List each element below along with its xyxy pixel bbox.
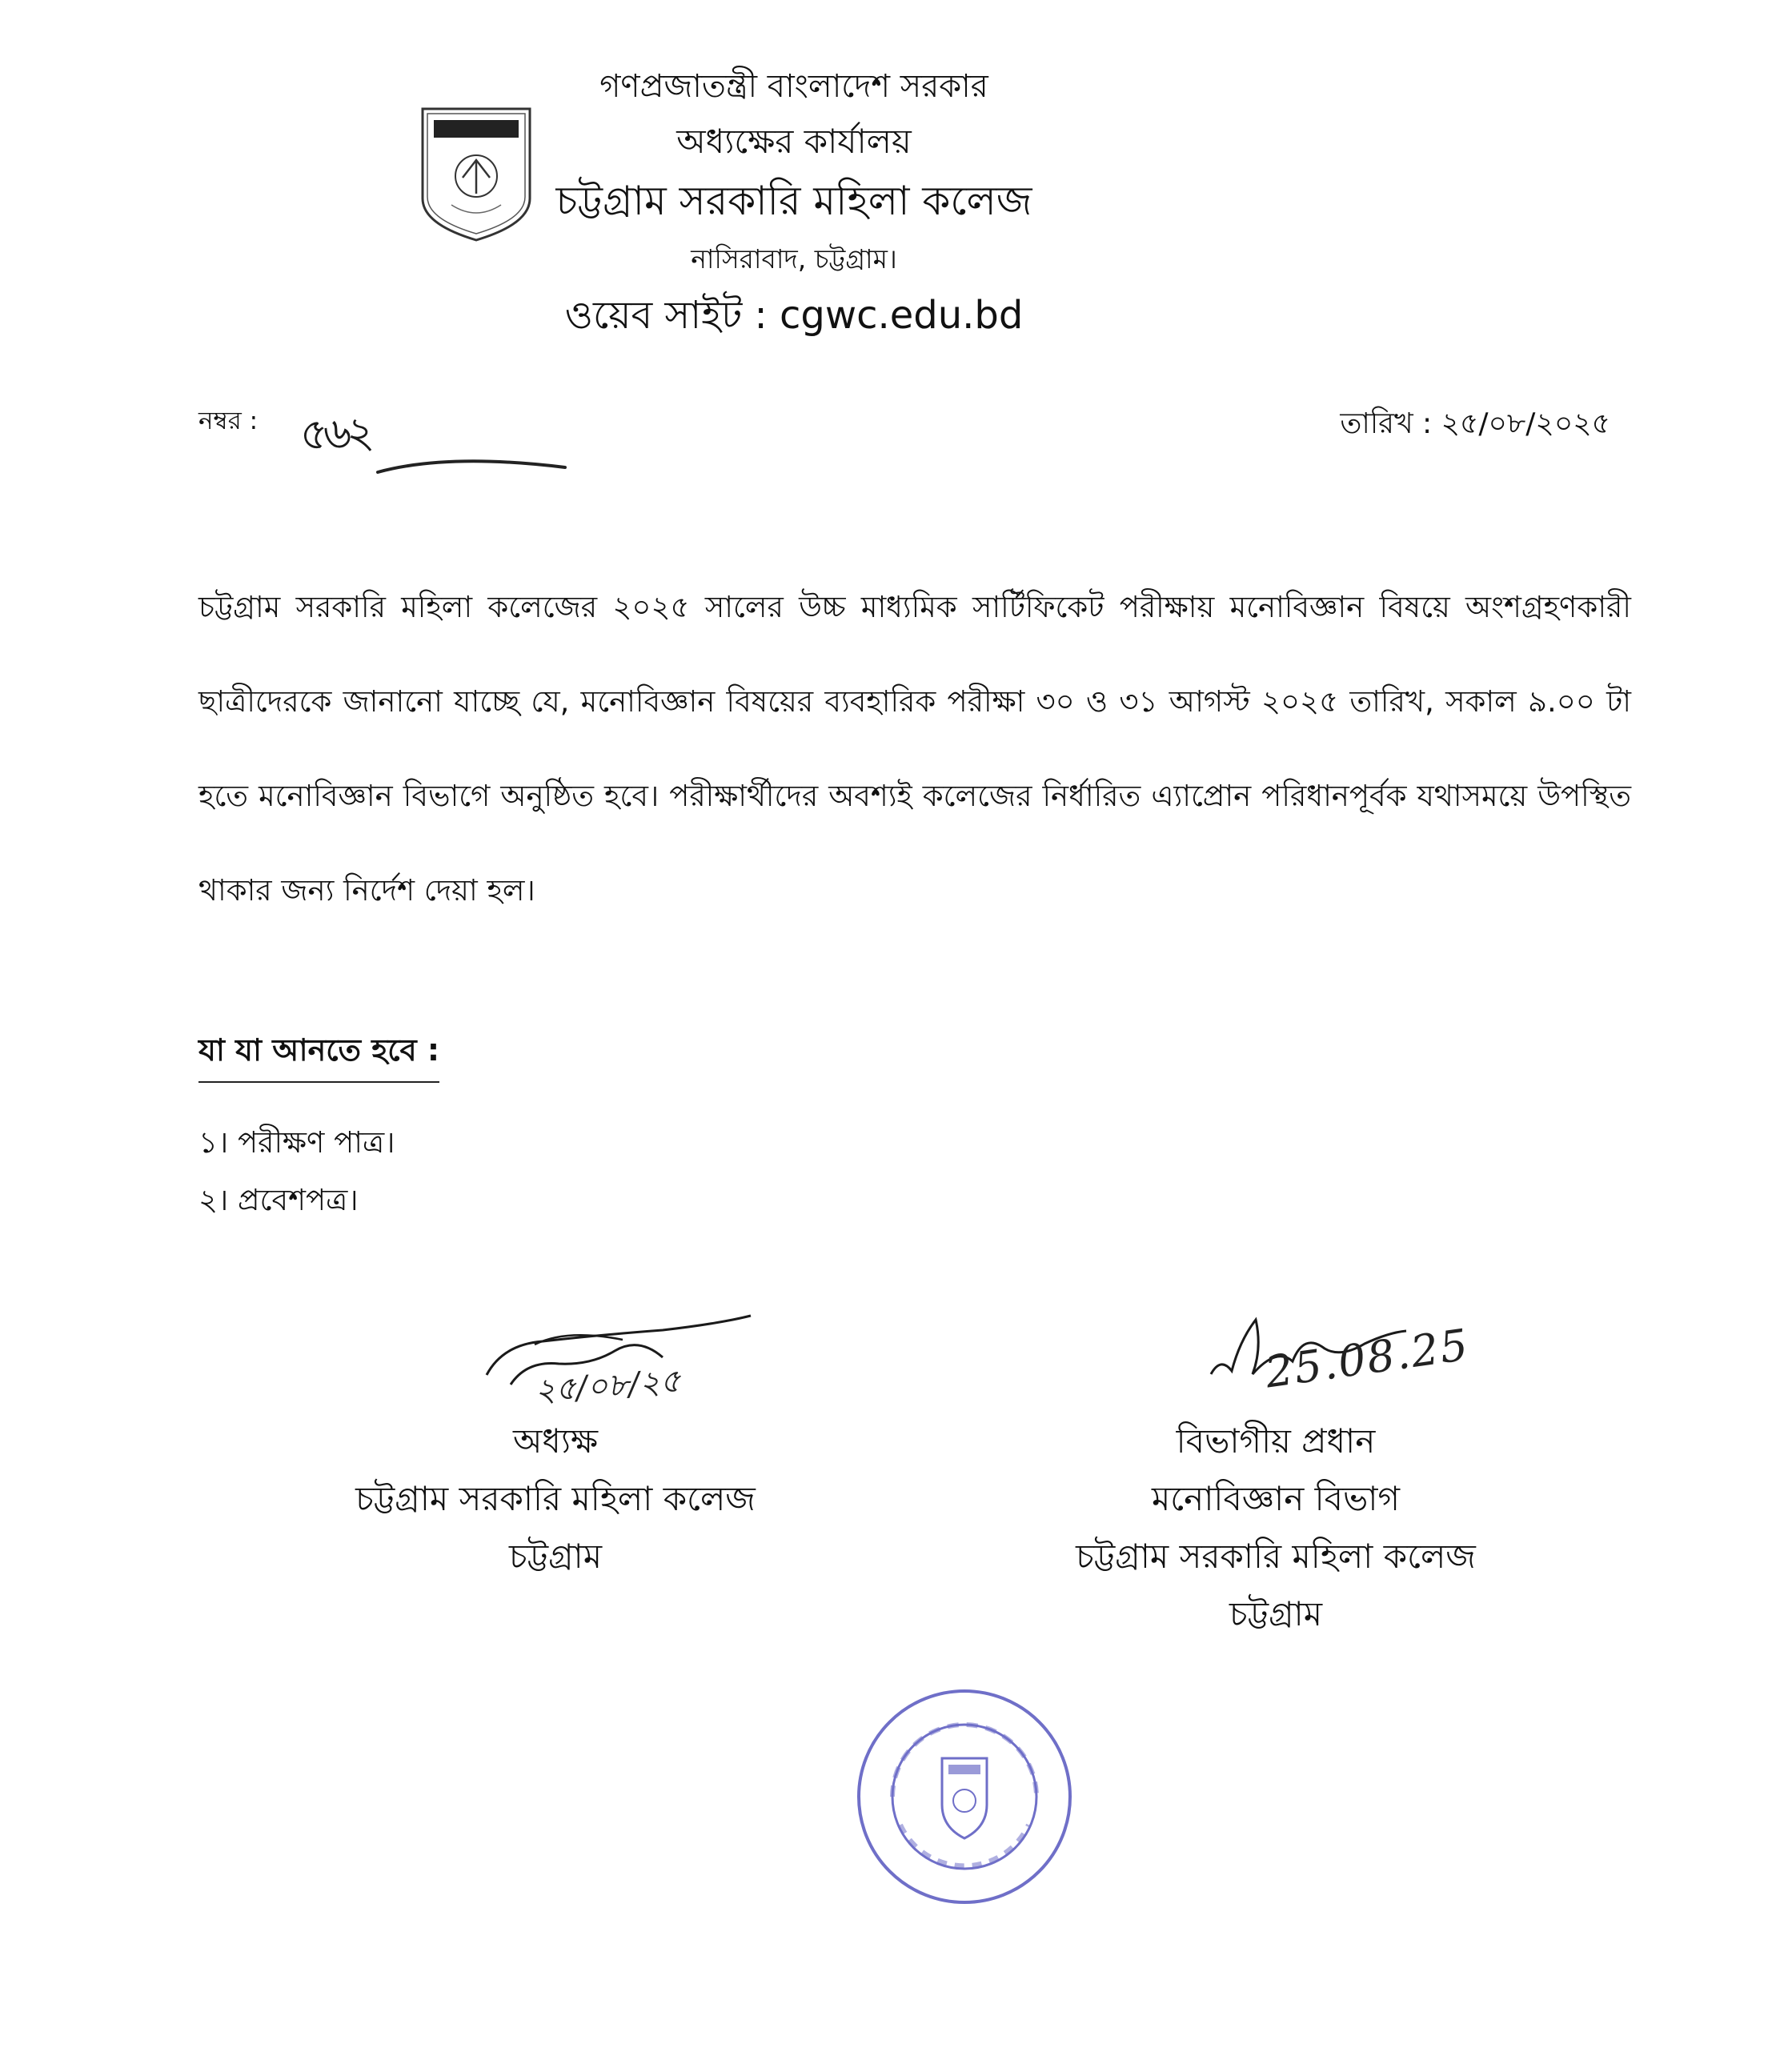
- requirement-item: ২। প্রবেশপত্র।: [198, 1183, 359, 1217]
- principal-sign-date: ২৫/০৮/২৫: [533, 1362, 683, 1410]
- ref-number: ৫৬২: [299, 407, 371, 460]
- website-line: ওয়েব সাইট : cgwc.edu.bd: [564, 293, 1024, 338]
- requirements-title: যা যা আনতে হবে :: [198, 1027, 439, 1083]
- department-name: মনোবিজ্ঞান বিভাগ: [1151, 1479, 1401, 1518]
- requirement-item: ১। পরীক্ষণ পাত্র।: [198, 1125, 395, 1160]
- notice-body: চট্টগ্রাম সরকারি মহিলা কলেজের ২০২৫ সালের উচ্চ মাধ্যমিক সার্টিফিকেট পরীক্ষায় মনোবিজ্ঞান বিষয়ে অংশগ্রহণকারী ছাত্রীদেরকে জানানো যাচ্ছে যে, মনোবিজ্ঞান বিষয়ের ব্যবহারিক পরীক্ষা ৩০ ও ৩১ আগস্ট ২০২৫ তারিখ, সকাল ৯.০০ টা হতে মনোবিজ্ঞান বিভাগে অনুষ্ঠিত হবে। পরীক্ষার্থীদের অবশ্যই কলেজের নির্ধারিত এ্যাপ্রোন পরিধানপূর্বক যথাসময়ে উপস্থিত থাকার জন্য নির্দেশ দেয়া হল।: [198, 590, 1631, 908]
- govt-line: গণপ্রজাতন্ত্রী বাংলাদেশ সরকার: [599, 68, 988, 105]
- ref-underline: [376, 448, 568, 480]
- department-head-sign-date: 25.08.25: [1261, 1319, 1473, 1398]
- official-seal-icon: [852, 1685, 1076, 1909]
- college-name: চট্টগ্রাম সরকারি মহিলা কলেজ: [555, 178, 1032, 224]
- address-line: নাসিরাবাদ, চট্টগ্রাম।: [691, 243, 897, 275]
- department-head-city: চট্টগ্রাম: [1229, 1594, 1323, 1633]
- department-head-signature-block: [1028, 1413, 1524, 1643]
- department-head-org: চট্টগ্রাম সরকারি মহিলা কলেজ: [1076, 1537, 1476, 1576]
- issue-date: তারিখ : ২৫/০৮/২০২৫: [1340, 407, 1610, 440]
- principal-org: চট্টগ্রাম সরকারি মহিলা কলেজ: [355, 1479, 756, 1518]
- principal-title: অধ্যক্ষ: [512, 1421, 599, 1461]
- office-line: অধ্যক্ষের কার্যালয়: [676, 122, 912, 161]
- ref-label: নম্বর :: [198, 407, 259, 435]
- principal-signature-block: [307, 1413, 804, 1585]
- principal-city: চট্টগ্রাম: [508, 1537, 603, 1576]
- department-head-title: বিভাগীয় প্রধান: [1176, 1421, 1376, 1461]
